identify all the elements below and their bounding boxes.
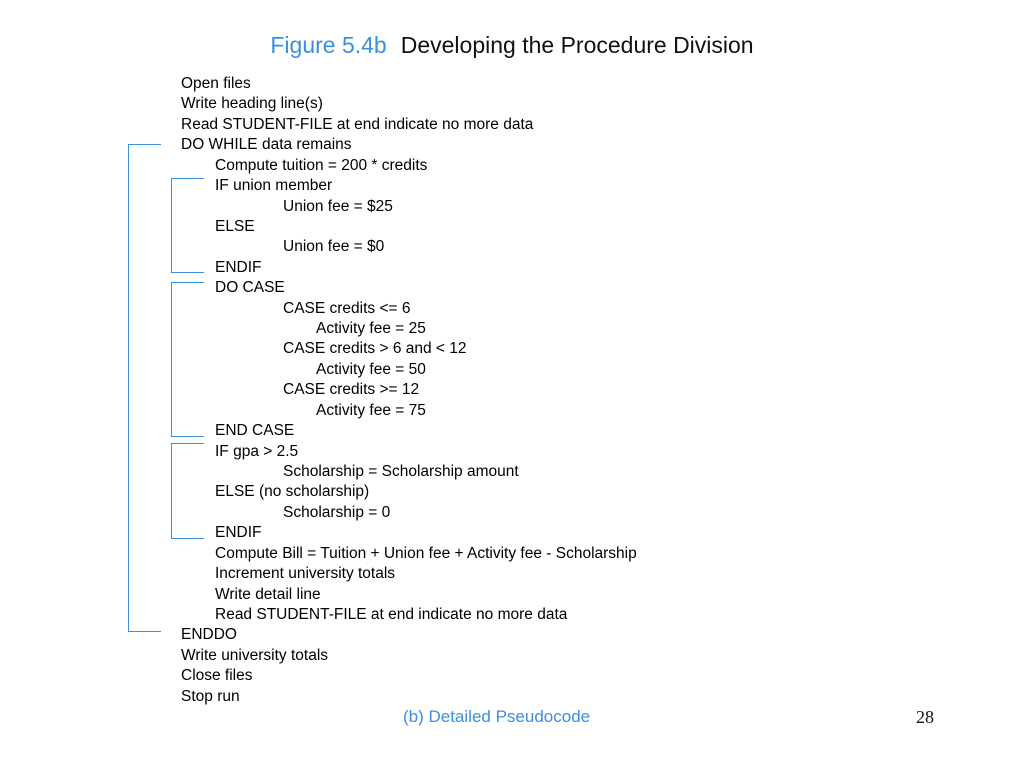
code-line: Write detail line [215, 585, 321, 603]
code-line: Stop run [181, 687, 240, 705]
code-line: CASE credits <= 6 [283, 299, 411, 317]
code-line: Activity fee = 50 [316, 360, 426, 378]
code-line: CASE credits > 6 and < 12 [283, 340, 467, 358]
code-line: ELSE [215, 217, 255, 235]
code-line: Activity fee = 25 [316, 320, 426, 338]
code-line: Open files [181, 75, 251, 92]
code-line: Read STUDENT-FILE at end indicate no more data [215, 605, 568, 623]
code-line: Write university totals [181, 646, 329, 664]
code-line: ENDDO [181, 626, 237, 644]
code-line: DO CASE [215, 279, 285, 297]
code-line: IF union member [215, 177, 333, 195]
title-text: Developing the Procedure Division [400, 32, 754, 58]
code-line: Scholarship = 0 [283, 503, 391, 521]
code-line: Compute tuition = 200 * credits [215, 156, 428, 174]
code-line: Union fee = $0 [283, 238, 385, 256]
code-line: ELSE (no scholarship) [215, 483, 370, 501]
figure-label: Figure 5.4b [270, 32, 387, 58]
code-line: DO WHILE data remains [181, 136, 352, 154]
code-line: CASE credits >= 12 [283, 381, 420, 399]
code-line: Activity fee = 75 [316, 401, 426, 419]
pseudocode-block [181, 74, 637, 707]
code-line: Write heading line(s) [181, 95, 323, 113]
page-number: 28 [916, 707, 934, 727]
page-title [0, 32, 1024, 59]
code-line: Compute Bill = Tuition + Union fee + Activity fee - Scholarship [215, 544, 637, 562]
code-line: END CASE [215, 422, 295, 440]
code-line: Increment university totals [215, 565, 396, 583]
code-line: ENDIF [215, 524, 262, 542]
code-line: IF gpa > 2.5 [215, 442, 299, 460]
figure-caption: (b) Detailed Pseudocode [403, 707, 591, 726]
code-line: Read STUDENT-FILE at end indicate no more data [181, 115, 534, 133]
code-line: Union fee = $25 [283, 197, 393, 215]
code-line: Close files [181, 667, 253, 685]
code-line: Scholarship = Scholarship amount [283, 463, 519, 481]
do-while-bracket [128, 144, 161, 632]
code-line: ENDIF [215, 258, 262, 276]
